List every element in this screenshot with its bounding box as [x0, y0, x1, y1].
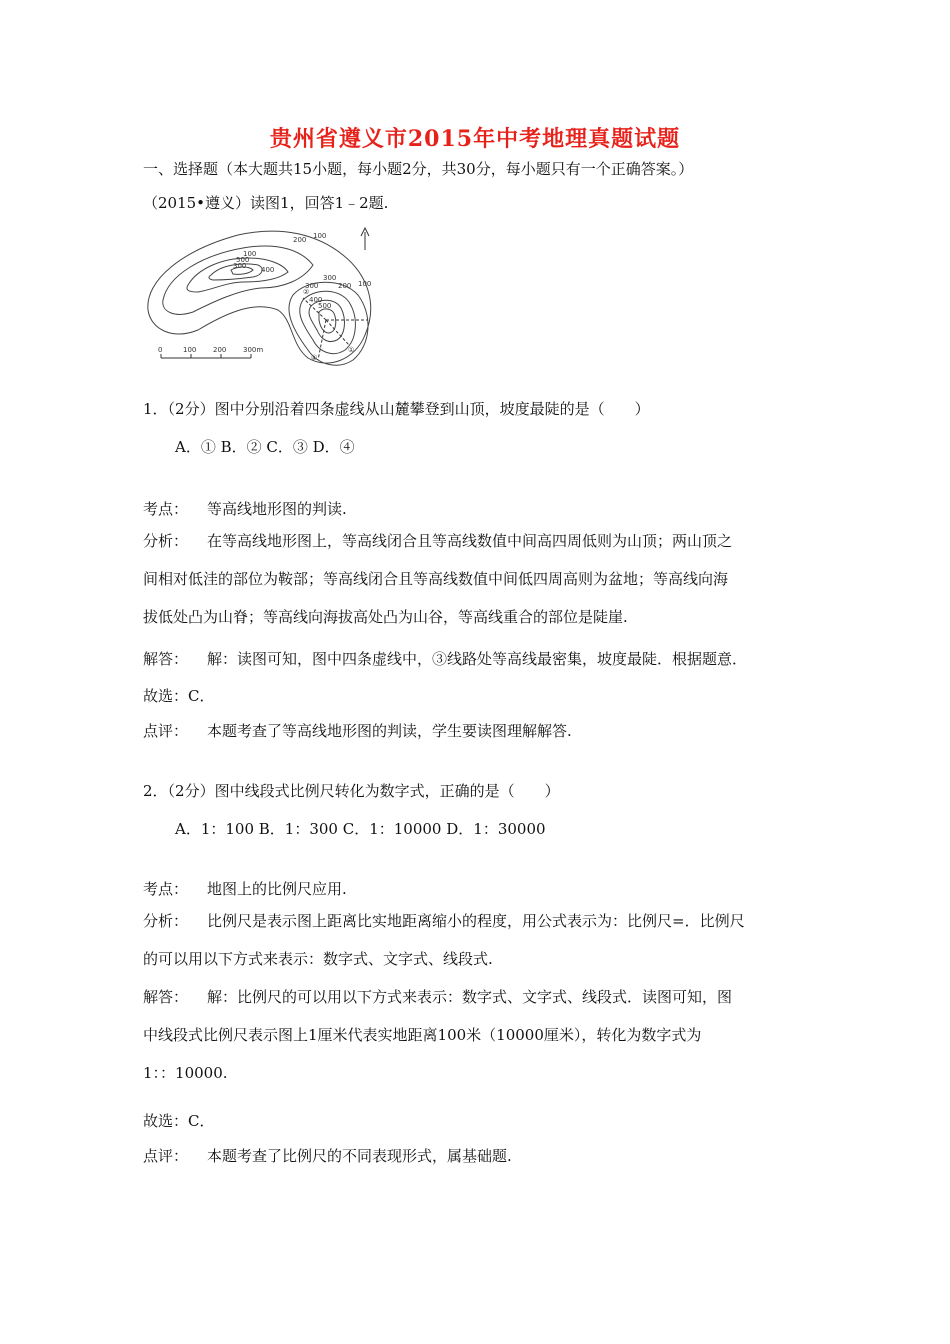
q1-answer: 故选：C． — [143, 687, 215, 705]
q2-answer: 故选：C． — [143, 1112, 215, 1130]
contour-label: 300 — [305, 282, 319, 290]
q1-stem: 1．（2分）图中分别沿着四条虚线从山麓攀登到山顶，坡度最陡的是（ ） — [143, 400, 650, 418]
contour-label: 300 — [323, 274, 337, 282]
q1-fenxi-line: 拔低处凸为山脊；等高线向海拔高处凸为山谷，等高线重合的部位是陡崖. — [143, 608, 628, 626]
page-title: 贵州省遵义市2015年中考地理真题试题 — [269, 126, 681, 152]
q2-kaodian-label: 考点： — [143, 880, 189, 898]
route-label: ① — [348, 346, 355, 354]
q1-dianping — [143, 720, 572, 741]
q1-kaodian-label: 考点： — [143, 500, 189, 518]
q2-jieda-line: 中线段式比例尺表示图上1厘米代表实地距离100米（10000厘米），转化为数字式为 — [143, 1026, 702, 1044]
q1-jieda-label: 解答： — [143, 650, 189, 668]
contour-label: 100 — [313, 232, 327, 240]
q2-kaodian-text: 地图上的比例尺应用. — [207, 880, 347, 898]
q1-fenxi-line: 间相对低洼的部位为鞍部；等高线闭合且等高线数值中间低四周高则为盆地；等高线向海 — [143, 570, 729, 588]
q2-jieda-label: 解答： — [143, 988, 189, 1006]
scale-bar — [161, 354, 251, 358]
q2-jieda-line: 1：：10000. — [143, 1064, 228, 1082]
section-heading: 一、选择题（本大题共15小题，每小题2分，共30分，每小题只有一个正确答案。） — [143, 160, 694, 178]
contour-label: 400 — [261, 266, 275, 274]
north-arrow-icon — [361, 228, 369, 250]
route-label: ② — [303, 288, 310, 296]
contour-label: 200 — [293, 236, 307, 244]
q1-fenxi-label: 分析： — [143, 532, 189, 550]
q1-kaodian-text: 等高线地形图的判读. — [207, 500, 347, 518]
contour-label: 200 — [338, 282, 352, 290]
q2-jieda — [143, 978, 732, 1092]
q2-fenxi-label: 分析： — [143, 912, 189, 930]
q2-fenxi-line: 的可以用以下方式来表示：数字式、文字式、线段式. — [143, 950, 493, 968]
scale-label: 300m — [243, 346, 264, 354]
q1-dianping-label: 点评： — [143, 722, 189, 740]
q2-fenxi — [143, 902, 745, 978]
q2-options: A．1：100 B．1：300 C．1：10000 D．1：30000 — [175, 820, 546, 838]
q2-kaodian — [143, 878, 347, 899]
contour-label: 100 — [243, 250, 257, 258]
q2-dianping — [143, 1145, 512, 1166]
scale-label: 0 — [158, 346, 163, 354]
contour-map-figure — [143, 220, 383, 375]
q2-stem: 2．（2分）图中线段式比例尺转化为数字式，正确的是（ ） — [143, 782, 560, 800]
q1-kaodian — [143, 498, 347, 519]
q1-fenxi — [143, 522, 732, 636]
contour-label: 300 — [233, 262, 247, 270]
q1-options: A．① B．② C．③ D．④ — [175, 438, 355, 456]
q2-fenxi-line: 比例尺是表示图上距离比实地距离缩小的程度，用公式表示为：比例尺=．比例尺 — [207, 912, 745, 930]
contour-label: 100 — [358, 280, 372, 288]
question-intro: （2015•遵义）读图1，回答1﹣2题. — [143, 194, 389, 212]
q1-jieda-line: 解：读图可知，图中四条虚线中，③线路处等高线最密集，坡度最陡．根据题意． — [207, 650, 748, 668]
q1-dianping-text: 本题考查了等高线地形图的判读，学生要读图理解解答. — [207, 722, 572, 740]
contour-label: 400 — [309, 296, 323, 304]
q1-fenxi-line: 在等高线地形图上，等高线闭合且等高线数值中间高四周低则为山顶；两山顶之 — [207, 532, 733, 550]
q2-dianping-text: 本题考查了比例尺的不同表现形式，属基础题. — [207, 1147, 512, 1165]
contour-line — [148, 231, 371, 363]
q1-jieda — [143, 640, 747, 678]
contour-label: 500 — [236, 256, 250, 264]
route-label: ④ — [311, 354, 318, 362]
scale-label: 200 — [213, 346, 227, 354]
contour-label: 500 — [318, 302, 332, 310]
q2-dianping-label: 点评： — [143, 1147, 189, 1165]
scale-label: 100 — [183, 346, 197, 354]
q2-jieda-line: 解：比例尺的可以用以下方式来表示：数字式、文字式、线段式．读图可知，图 — [207, 988, 733, 1006]
